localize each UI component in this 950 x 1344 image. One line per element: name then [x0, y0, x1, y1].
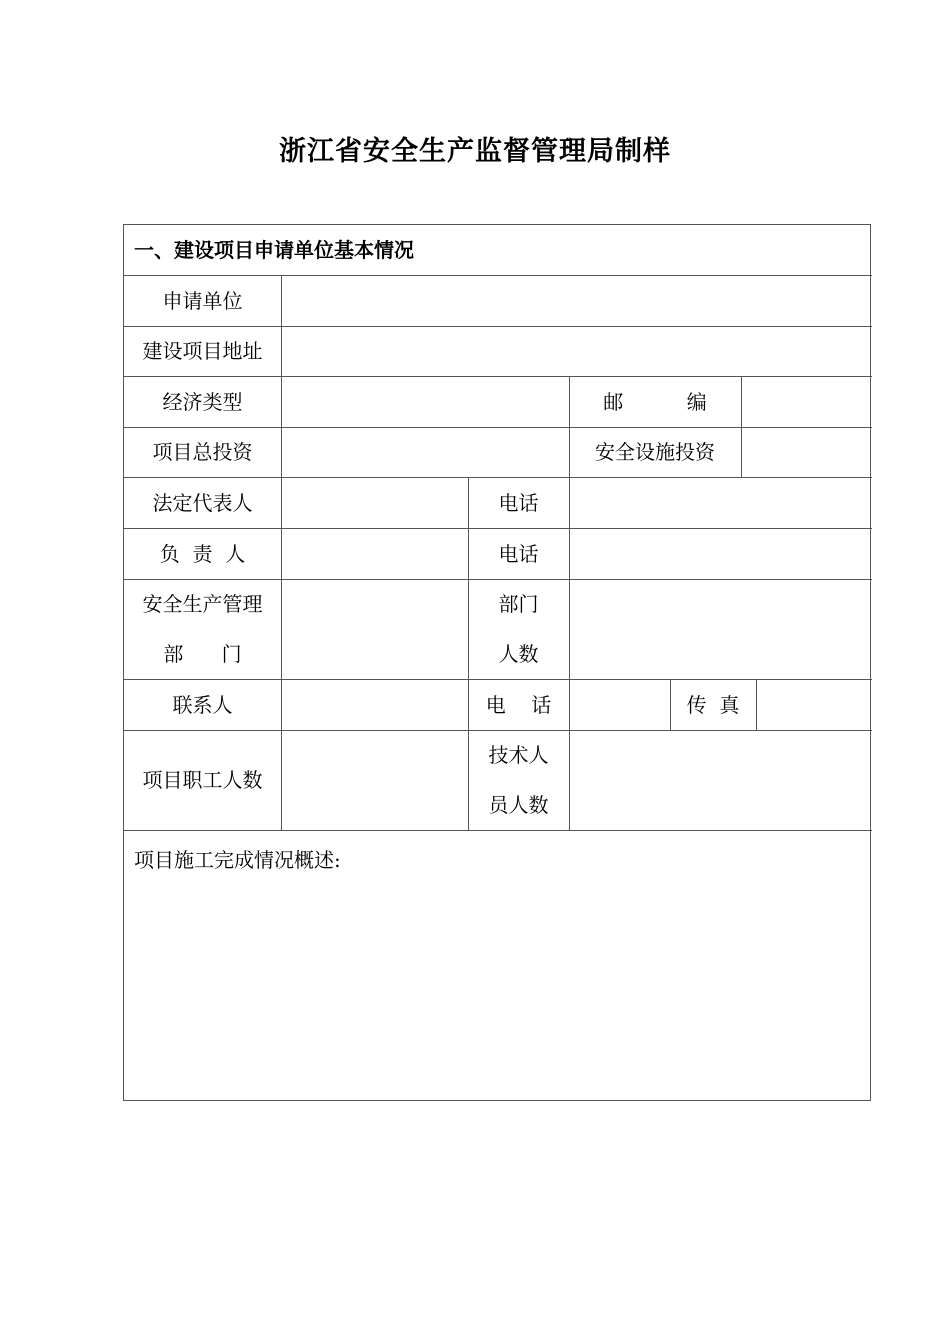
- economic-type-label: 经济类型: [162, 389, 243, 414]
- fax-label: 传 真: [686, 692, 740, 717]
- contact-label: 联系人: [172, 692, 233, 717]
- page-title: 浙江省安全生产监督管理局制样: [279, 136, 671, 167]
- total-investment-label: 项目总投资: [152, 440, 253, 464]
- fax-field[interactable]: [756, 679, 872, 730]
- dept-count-field[interactable]: [569, 579, 872, 679]
- staff-count-label: 项目职工人数: [142, 768, 263, 792]
- safety-investment-field[interactable]: [741, 427, 872, 477]
- section-heading: 一、建设项目申请单位基本情况: [134, 238, 414, 262]
- contact-phone-field[interactable]: [569, 679, 670, 730]
- safety-investment-label: 安全设施投资: [595, 440, 715, 464]
- application-form-table: [123, 224, 871, 1101]
- legal-rep-field[interactable]: [281, 477, 468, 528]
- project-address-field[interactable]: [281, 326, 872, 376]
- phone-label: 电话: [498, 541, 539, 566]
- legal-rep-phone-field[interactable]: [569, 477, 872, 528]
- staff-count-field[interactable]: [281, 730, 468, 830]
- overview-label: 项目施工完成情况概述:: [134, 848, 341, 872]
- applicant-unit-field[interactable]: [281, 275, 872, 326]
- safety-dept-field[interactable]: [281, 579, 468, 679]
- postcode-label: 邮 编: [603, 389, 707, 414]
- legal-rep-label: 法定代表人: [152, 490, 253, 515]
- phone-label: 电 话: [485, 692, 552, 717]
- postcode-field[interactable]: [741, 376, 872, 427]
- dept-count-label-line1: 部门: [498, 592, 539, 616]
- tech-count-label-line1: 技术人: [488, 743, 549, 767]
- principal-label: 负 责 人: [159, 541, 246, 566]
- overview-field[interactable]: [124, 880, 872, 1100]
- dept-count-label: [468, 579, 569, 679]
- tech-count-label: [468, 730, 569, 830]
- safety-dept-label: [124, 579, 281, 679]
- contact-field[interactable]: [281, 679, 468, 730]
- phone-label: 电话: [498, 490, 539, 515]
- project-address-label: 建设项目地址: [142, 339, 263, 363]
- safety-dept-label-line1: 安全生产管理: [142, 592, 263, 616]
- principal-field[interactable]: [281, 528, 468, 579]
- tech-count-field[interactable]: [569, 730, 872, 830]
- principal-phone-field[interactable]: [569, 528, 872, 579]
- applicant-unit-label: 申请单位: [162, 288, 243, 313]
- tech-count-label-line2: 员人数: [488, 793, 549, 817]
- safety-dept-label-line2: 部 门: [163, 642, 242, 666]
- dept-count-label-line2: 人数: [498, 642, 539, 666]
- total-investment-field[interactable]: [281, 427, 569, 477]
- economic-type-field[interactable]: [281, 376, 569, 427]
